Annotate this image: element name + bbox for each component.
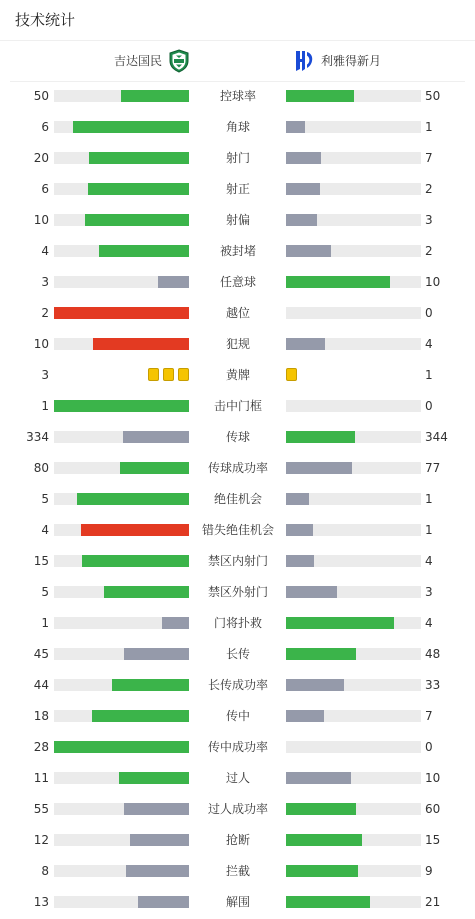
home-stat-bar-fill	[85, 214, 189, 226]
away-stat-bar-track	[286, 772, 421, 784]
home-stat-bar-fill	[162, 617, 189, 629]
home-stat-bar-track	[54, 214, 189, 226]
stat-label: 传中成功率	[207, 740, 268, 754]
home-stat-value: 10	[33, 337, 49, 351]
away-stat-bar-track	[286, 555, 421, 567]
stat-row	[0, 489, 475, 509]
away-stat-bar-track	[286, 90, 421, 102]
away-stat-bar-track	[286, 524, 421, 536]
away-stat-bar-fill	[286, 834, 362, 846]
away-stat-bar-fill	[286, 803, 356, 815]
home-stat-bar-track	[54, 462, 189, 474]
away-stat-bar-track	[286, 152, 421, 164]
away-stat-value: 4	[425, 337, 433, 351]
home-stat-bar-fill	[99, 245, 189, 257]
stat-row	[0, 582, 475, 602]
home-stat-bar-fill	[92, 710, 189, 722]
stat-label: 解围	[225, 895, 250, 909]
stat-label: 黄牌	[225, 368, 250, 382]
away-stat-bar-fill	[286, 338, 325, 350]
away-stat-bar-track	[286, 431, 421, 443]
home-stat-value: 4	[41, 244, 49, 258]
home-stat-bar-fill	[54, 400, 189, 412]
away-stat-value: 50	[425, 89, 441, 103]
home-stat-bar-track	[54, 121, 189, 133]
stat-label: 禁区内射门	[207, 554, 268, 568]
al-ahli-crest-icon	[167, 49, 191, 73]
stat-label: 控球率	[219, 89, 256, 103]
home-stat-bar-track	[54, 152, 189, 164]
home-stat-bar-fill	[93, 338, 189, 350]
home-stat-bar-fill	[123, 431, 189, 443]
away-stat-bar-track	[286, 276, 421, 288]
home-stat-bar-track	[54, 431, 189, 443]
stat-row	[0, 86, 475, 106]
away-stat-bar-track	[286, 834, 421, 846]
home-stat-bar-fill	[130, 834, 189, 846]
stat-row	[0, 117, 475, 137]
stat-label: 射正	[225, 182, 250, 196]
stat-row	[0, 706, 475, 726]
home-stat-bar-fill	[82, 555, 189, 567]
away-stat-bar-fill	[286, 276, 390, 288]
away-stat-value: 1	[425, 120, 433, 134]
al-hilal-crest-icon	[292, 49, 316, 73]
away-stat-value: 1	[425, 523, 433, 537]
away-stat-bar-fill	[286, 462, 352, 474]
stat-label: 禁区外射门	[207, 585, 268, 599]
stat-label: 过人	[225, 771, 250, 785]
stat-label: 任意球	[219, 275, 256, 289]
away-stat-bar-track	[286, 586, 421, 598]
home-stat-bar-track	[54, 710, 189, 722]
home-stat-value: 50	[33, 89, 49, 103]
away-stat-bar-track	[286, 245, 421, 257]
away-stat-bar-track	[286, 214, 421, 226]
stat-row	[0, 179, 475, 199]
home-stat-bar-track	[54, 245, 189, 257]
away-stat-bar-track	[286, 493, 421, 505]
stat-label: 被封堵	[219, 244, 256, 258]
home-stat-value: 20	[33, 151, 49, 165]
away-stat-bar-fill	[286, 679, 344, 691]
away-stat-value: 0	[425, 306, 433, 320]
yellow-card-icon	[178, 368, 189, 381]
home-stat-bar-fill	[77, 493, 189, 505]
stat-label: 传球	[225, 430, 250, 444]
away-stat-bar-fill	[286, 648, 356, 660]
away-stat-bar-fill	[286, 431, 355, 443]
home-stat-bar-track	[54, 865, 189, 877]
away-stat-value: 3	[425, 585, 433, 599]
away-stat-value: 9	[425, 864, 433, 878]
stat-label: 传球成功率	[207, 461, 268, 475]
away-stat-value: 1	[425, 492, 433, 506]
stat-row	[0, 365, 475, 385]
away-stat-value: 77	[425, 461, 441, 475]
home-stat-bar-fill	[54, 307, 189, 319]
stat-row	[0, 892, 475, 912]
home-stat-bar-track	[54, 90, 189, 102]
home-stat-bar-fill	[158, 276, 189, 288]
stat-row	[0, 768, 475, 788]
stat-row	[0, 427, 475, 447]
home-stat-bar-fill	[121, 90, 189, 102]
away-stat-bar-track	[286, 648, 421, 660]
away-stat-bar-fill	[286, 183, 320, 195]
home-stat-bar-track	[54, 617, 189, 629]
stat-label: 射门	[225, 151, 250, 165]
away-stat-bar-track	[286, 307, 421, 319]
away-stat-bar-fill	[286, 214, 317, 226]
away-stat-value: 0	[425, 740, 433, 754]
away-stat-value: 1	[425, 368, 433, 382]
stat-row	[0, 799, 475, 819]
away-stat-value: 4	[425, 554, 433, 568]
away-stat-value: 7	[425, 151, 433, 165]
away-stat-bar-track	[286, 896, 421, 908]
stat-row	[0, 148, 475, 168]
home-stat-value: 13	[33, 895, 49, 909]
home-stat-value: 44	[33, 678, 49, 692]
home-stat-value: 28	[33, 740, 49, 754]
home-stat-bar-fill	[88, 183, 189, 195]
home-stat-value: 15	[33, 554, 49, 568]
away-stat-bar-fill	[286, 524, 313, 536]
home-stat-bar-track	[54, 803, 189, 815]
away-stat-value: 10	[425, 771, 441, 785]
home-stat-value: 334	[26, 430, 49, 444]
yellow-card-icon	[163, 368, 174, 381]
away-stat-bar-fill	[286, 865, 358, 877]
stat-label: 传中	[225, 709, 250, 723]
stat-label: 长传成功率	[207, 678, 268, 692]
home-stat-bar-track	[54, 679, 189, 691]
away-stat-bar-track	[286, 617, 421, 629]
yellow-card-icon	[148, 368, 159, 381]
home-stat-bar-fill	[112, 679, 189, 691]
home-stat-bar-fill	[89, 152, 189, 164]
home-stat-bar-fill	[124, 803, 189, 815]
stat-label: 越位	[225, 306, 250, 320]
away-team-name: 利雅得新月	[321, 54, 382, 68]
stat-row	[0, 737, 475, 757]
page-header	[0, 0, 475, 41]
home-stat-bar-fill	[120, 462, 189, 474]
home-stat-value: 6	[41, 120, 49, 134]
away-stat-value: 3	[425, 213, 433, 227]
home-yellow-cards	[148, 368, 189, 381]
away-stat-value: 21	[425, 895, 441, 909]
stat-label: 绝佳机会	[213, 492, 262, 506]
stat-row	[0, 644, 475, 664]
away-stat-bar-track	[286, 462, 421, 474]
away-stat-bar-fill	[286, 710, 324, 722]
home-stat-bar-fill	[81, 524, 189, 536]
home-stat-value: 45	[33, 647, 49, 661]
home-stat-value: 5	[41, 585, 49, 599]
away-stat-bar-fill	[286, 245, 331, 257]
stat-label: 抢断	[225, 833, 250, 847]
home-stat-bar-track	[54, 648, 189, 660]
home-stat-bar-fill	[124, 648, 189, 660]
stat-label: 拦截	[225, 864, 250, 878]
home-stat-bar-fill	[126, 865, 189, 877]
stat-label: 过人成功率	[207, 802, 268, 816]
home-stat-value: 4	[41, 523, 49, 537]
stat-row	[0, 675, 475, 695]
home-stat-value: 2	[41, 306, 49, 320]
away-stat-value: 10	[425, 275, 441, 289]
home-stat-value: 80	[33, 461, 49, 475]
stat-row	[0, 396, 475, 416]
away-stat-bar-fill	[286, 555, 314, 567]
stat-label: 犯规	[225, 337, 250, 351]
away-stat-bar-track	[286, 183, 421, 195]
home-stat-bar-track	[54, 741, 189, 753]
home-stat-bar-track	[54, 183, 189, 195]
home-stat-value: 8	[41, 864, 49, 878]
away-stat-value: 60	[425, 802, 441, 816]
away-team[interactable]	[292, 49, 381, 73]
home-stat-bar-fill	[104, 586, 189, 598]
away-stat-bar-track	[286, 338, 421, 350]
home-stat-bar-track	[54, 524, 189, 536]
away-stat-bar-track	[286, 803, 421, 815]
home-stat-value: 3	[41, 368, 49, 382]
home-stat-value: 18	[33, 709, 49, 723]
page-title: 技术统计	[15, 11, 76, 29]
home-stat-value: 55	[33, 802, 49, 816]
stat-label: 角球	[225, 120, 250, 134]
home-stat-bar-fill	[119, 772, 189, 784]
stat-label: 射偏	[225, 213, 250, 227]
stat-row	[0, 830, 475, 850]
away-stat-value: 2	[425, 244, 433, 258]
home-stat-bar-track	[54, 834, 189, 846]
away-stat-value: 0	[425, 399, 433, 413]
stat-row	[0, 520, 475, 540]
away-stat-bar-fill	[286, 90, 354, 102]
home-team-name: 吉达国民	[114, 54, 163, 68]
away-stat-bar-track	[286, 865, 421, 877]
away-stat-bar-fill	[286, 493, 309, 505]
home-stat-value: 11	[33, 771, 49, 785]
away-stat-bar-track	[286, 400, 421, 412]
away-stat-bar-fill	[286, 617, 394, 629]
stat-row	[0, 551, 475, 571]
home-stat-value: 12	[33, 833, 49, 847]
home-stat-bar-track	[54, 493, 189, 505]
home-stat-bar-track	[54, 896, 189, 908]
home-stat-value: 1	[41, 399, 49, 413]
away-stat-value: 7	[425, 709, 433, 723]
teams-header	[10, 41, 465, 82]
away-stat-value: 344	[425, 430, 448, 444]
away-stat-bar-track	[286, 710, 421, 722]
stat-label: 击中门框	[213, 399, 262, 413]
stat-row	[0, 334, 475, 354]
away-stat-value: 48	[425, 647, 441, 661]
home-stat-value: 3	[41, 275, 49, 289]
away-stat-value: 33	[425, 678, 441, 692]
home-stat-value: 6	[41, 182, 49, 196]
home-stat-value: 10	[33, 213, 49, 227]
stat-row	[0, 241, 475, 261]
away-stat-bar-track	[286, 741, 421, 753]
away-stat-bar-track	[286, 679, 421, 691]
stat-row	[0, 613, 475, 633]
home-stat-bar-track	[54, 276, 189, 288]
stat-row	[0, 272, 475, 292]
stat-label: 门将扑救	[213, 616, 262, 630]
away-stat-value: 4	[425, 616, 433, 630]
home-team[interactable]	[114, 49, 191, 73]
home-stat-value: 5	[41, 492, 49, 506]
stat-row	[0, 861, 475, 881]
home-stat-bar-fill	[138, 896, 189, 908]
stat-row	[0, 303, 475, 323]
stat-row	[0, 458, 475, 478]
home-stat-bar-track	[54, 338, 189, 350]
away-stat-bar-fill	[286, 121, 305, 133]
home-stat-bar-fill	[54, 741, 189, 753]
stat-label: 长传	[225, 647, 250, 661]
stat-row	[0, 210, 475, 230]
away-stat-value: 15	[425, 833, 441, 847]
away-stat-bar-fill	[286, 772, 351, 784]
yellow-card-icon	[286, 368, 297, 381]
away-yellow-cards	[286, 368, 297, 381]
home-stat-bar-track	[54, 586, 189, 598]
stat-label: 错失绝佳机会	[201, 523, 274, 537]
away-stat-bar-fill	[286, 152, 321, 164]
away-stat-value: 2	[425, 182, 433, 196]
home-stat-bar-track	[54, 307, 189, 319]
home-stat-bar-track	[54, 772, 189, 784]
home-stat-bar-fill	[73, 121, 189, 133]
home-stat-bar-track	[54, 555, 189, 567]
away-stat-bar-fill	[286, 586, 337, 598]
home-stat-bar-track	[54, 400, 189, 412]
home-stat-value: 1	[41, 616, 49, 630]
away-stat-bar-track	[286, 121, 421, 133]
away-stat-bar-fill	[286, 896, 370, 908]
